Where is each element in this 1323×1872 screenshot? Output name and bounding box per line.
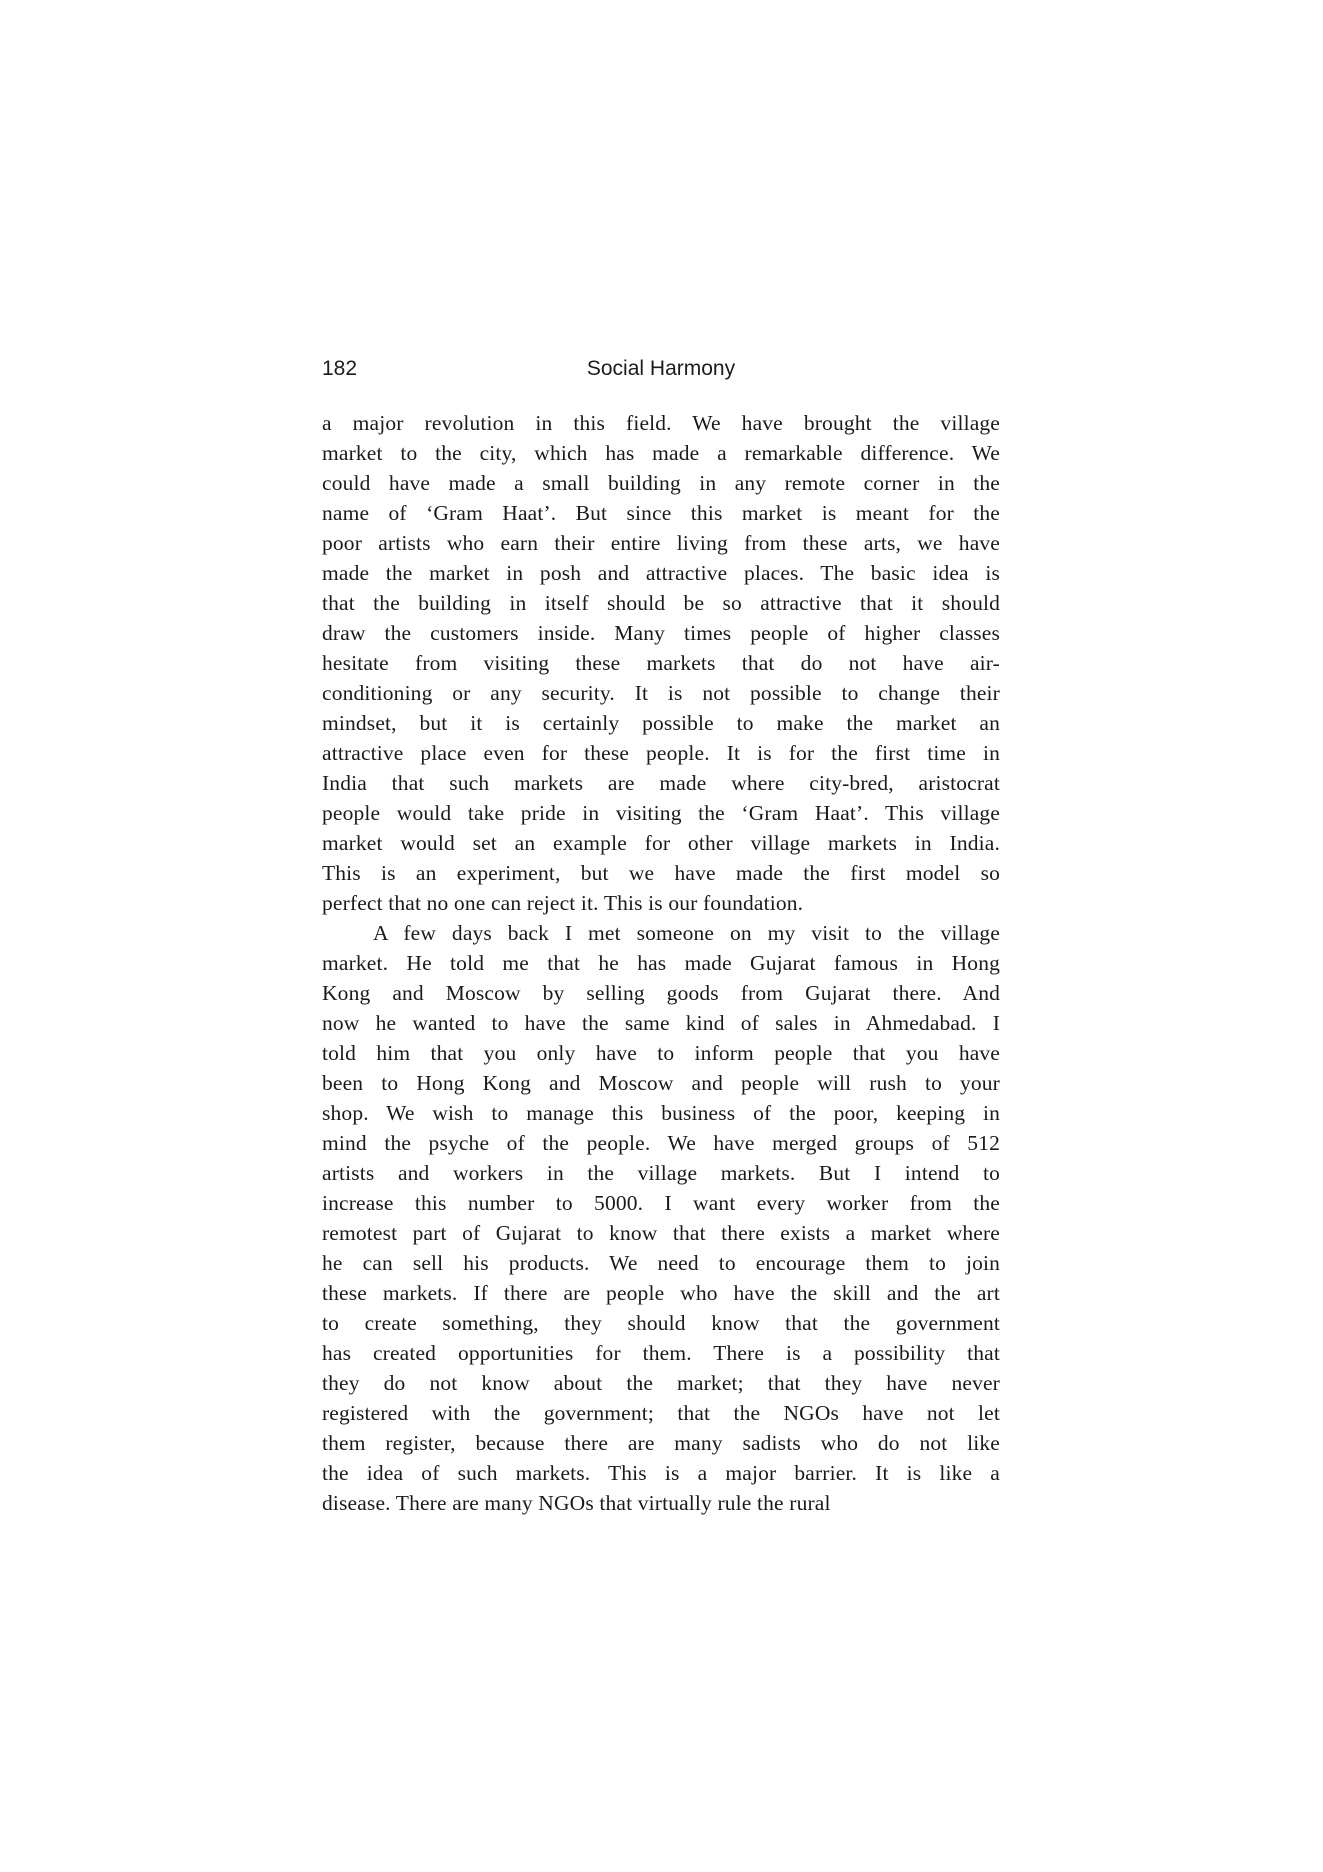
text-line: poor artists who earn their entire living from these arts, we have bbox=[322, 531, 1000, 555]
text-line: perfect that no one can reject it. This is our foundation. bbox=[322, 891, 804, 915]
text-line: A few days back I met someone on my visit to the village bbox=[373, 921, 1000, 945]
text-line: market to the city, which has made a remarkable difference. We bbox=[322, 441, 1000, 465]
text-line: hesitate from visiting these markets that do not have air- bbox=[322, 651, 1000, 675]
text-line: remotest part of Gujarat to know that there exists a market where bbox=[322, 1221, 1000, 1245]
page-body-text bbox=[322, 408, 1000, 1518]
text-line: mindset, but it is certainly possible to make the market an bbox=[322, 711, 1000, 735]
text-line: disease. There are many NGOs that virtually rule the rural bbox=[322, 1491, 831, 1515]
text-line: now he wanted to have the same kind of sales in Ahmedabad. I bbox=[322, 1011, 1000, 1035]
text-line: that the building in itself should be so attractive that it should bbox=[322, 591, 1000, 615]
text-line: been to Hong Kong and Moscow and people will rush to your bbox=[322, 1071, 1000, 1095]
text-line: India that such markets are made where city-bred, aristocrat bbox=[322, 771, 1000, 795]
text-line: the idea of such markets. This is a major barrier. It is like a bbox=[322, 1461, 1000, 1485]
text-line: name of ‘Gram Haat’. But since this market is meant for the bbox=[322, 501, 1000, 525]
text-line: a major revolution in this field. We have brought the village bbox=[322, 411, 1000, 435]
text-line: Kong and Moscow by selling goods from Gujarat there. And bbox=[322, 981, 1000, 1005]
text-line: has created opportunities for them. There is a possibility that bbox=[322, 1341, 1000, 1365]
text-line: people would take pride in visiting the ‘Gram Haat’. This village bbox=[322, 801, 1000, 825]
text-line: to create something, they should know that the government bbox=[322, 1311, 1000, 1335]
text-line: told him that you only have to inform people that you have bbox=[322, 1041, 1000, 1065]
text-line: attractive place even for these people. It is for the first time in bbox=[322, 741, 1000, 765]
text-line: market would set an example for other village markets in India. bbox=[322, 831, 1000, 855]
running-header bbox=[322, 356, 1000, 382]
text-line: he can sell his products. We need to encourage them to join bbox=[322, 1251, 1000, 1275]
text-line: these markets. If there are people who have the skill and the art bbox=[322, 1281, 1000, 1305]
text-line: them register, because there are many sadists who do not like bbox=[322, 1431, 1000, 1455]
text-line: made the market in posh and attractive places. The basic idea is bbox=[322, 561, 1000, 585]
running-header-title: Social Harmony bbox=[586, 357, 736, 380]
text-line: This is an experiment, but we have made the first model so bbox=[322, 861, 1000, 885]
text-line: registered with the government; that the NGOs have not let bbox=[322, 1401, 1000, 1425]
text-line: conditioning or any security. It is not possible to change their bbox=[322, 681, 1000, 705]
text-line: artists and workers in the village markets. But I intend to bbox=[322, 1161, 1000, 1185]
text-line: could have made a small building in any remote corner in the bbox=[322, 471, 1000, 495]
text-line: market. He told me that he has made Gujarat famous in Hong bbox=[322, 951, 1000, 975]
text-line: draw the customers inside. Many times people of higher classes bbox=[322, 621, 1000, 645]
text-line: they do not know about the market; that they have never bbox=[322, 1371, 1000, 1395]
text-line: shop. We wish to manage this business of the poor, keeping in bbox=[322, 1101, 1000, 1125]
text-line: mind the psyche of the people. We have merged groups of 512 bbox=[322, 1131, 1000, 1155]
page-number: 182 bbox=[322, 357, 358, 380]
text-line: increase this number to 5000. I want every worker from the bbox=[322, 1191, 1000, 1215]
